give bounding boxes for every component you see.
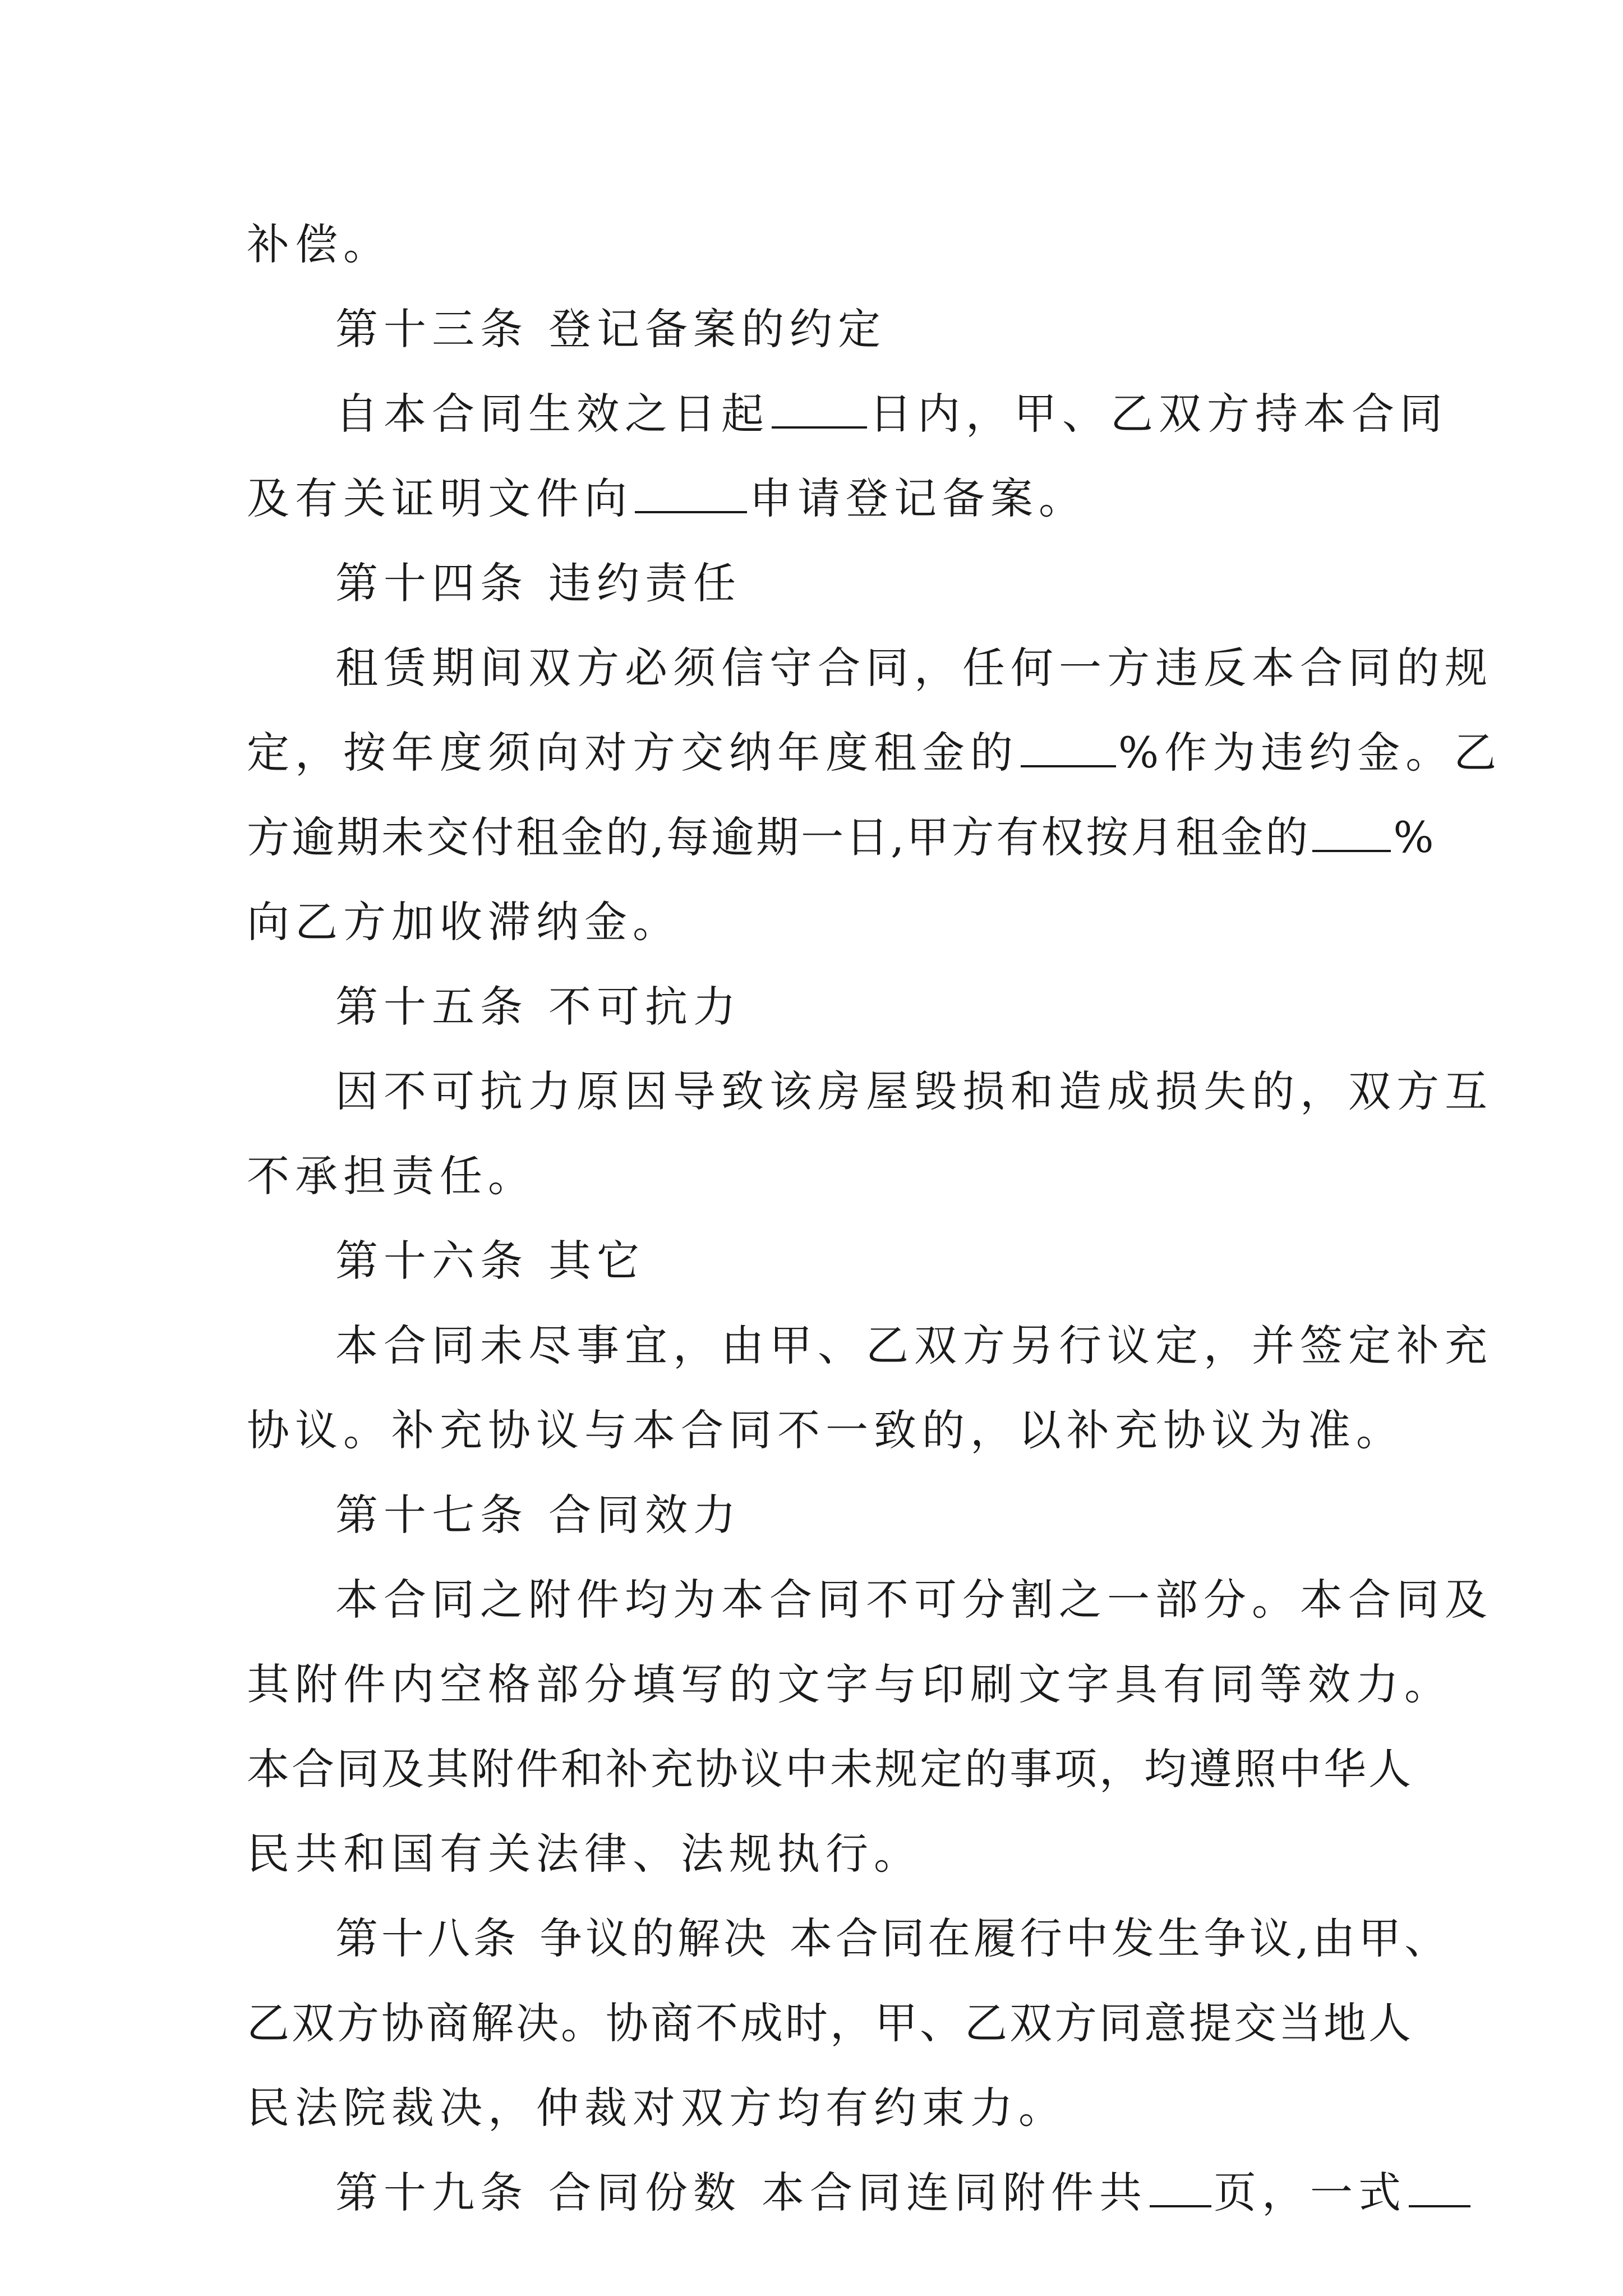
article-17-line: 其附件内空格部分填写的文字与印刷文字具有同等效力。 <box>247 1659 1453 1709</box>
article-title: 不可抗力 <box>548 982 741 1032</box>
article-12-tail: 补偿。 <box>247 219 391 269</box>
article-13-line <box>247 456 1391 541</box>
article-number: 第十四条 <box>335 558 528 608</box>
article-18-line: 民法院裁决，仲裁对双方均有约束力。 <box>247 2083 1067 2133</box>
text-segment: 日内，甲、乙双方持本合同 <box>869 389 1448 439</box>
article-19-heading <box>247 2150 1407 2235</box>
text-segment: 本合同连同附件共 <box>762 2168 1147 2217</box>
article-15-line: 不承担责任。 <box>247 1151 536 1201</box>
article-14-heading <box>247 541 1391 625</box>
article-18-line: 乙双方协商解决。协商不成时，甲、乙双方同意提交当地人 <box>247 1998 1413 2048</box>
text-segment: 本合同在履行中发生争议,由甲、 <box>790 1913 1451 1963</box>
article-16-heading <box>247 1218 1391 1303</box>
article-14-line <box>247 795 1436 880</box>
article-17-line: 民共和国有关法律、法规执行。 <box>247 1829 922 1879</box>
fill-in-blank[interactable] <box>635 474 747 513</box>
article-title: 争议的解决 <box>540 1913 769 1963</box>
article-14-line <box>247 710 1502 795</box>
article-17-line: 本合同之附件均为本合同不可分割之一部分。本合同及 <box>335 1575 1493 1625</box>
text-segment: % <box>1393 812 1436 862</box>
article-number: 第十五条 <box>335 982 528 1032</box>
article-14-line: 向乙方加收滞纳金。 <box>247 897 681 947</box>
text-segment: 页，一式 <box>1214 2168 1407 2217</box>
article-17-heading <box>247 1473 1391 1557</box>
article-13-heading <box>247 287 1391 371</box>
fill-in-blank[interactable] <box>772 389 867 429</box>
text-segment: 方逾期未交付租金的,每逾期一日,甲方有权按月租金的 <box>247 812 1311 862</box>
fill-in-blank[interactable] <box>1021 728 1116 767</box>
article-number: 第十三条 <box>335 304 528 354</box>
contract-text <box>247 202 1502 2235</box>
fill-in-blank[interactable] <box>1150 2168 1211 2207</box>
fill-in-blank[interactable] <box>1409 2168 1470 2207</box>
article-15-line: 因不可抗力原因导致该房屋毁损和造成损失的，双方互 <box>335 1066 1493 1116</box>
text-segment: %作为违约金。乙 <box>1118 728 1502 777</box>
article-16-line: 本合同未尽事宜，由甲、乙双方另行议定，并签定补充 <box>335 1320 1493 1370</box>
article-number: 第十六条 <box>335 1236 528 1286</box>
text-segment: 自本合同生效之日起 <box>335 389 769 439</box>
article-title: 合同份数 <box>548 2168 741 2217</box>
article-number: 第十八条 <box>335 1913 519 1963</box>
text-segment: 申请登记备案。 <box>749 473 1087 523</box>
article-title: 违约责任 <box>548 558 741 608</box>
text-segment: 定，按年度须向对方交纳年度租金的 <box>247 728 1018 777</box>
fill-in-blank[interactable] <box>1312 813 1391 852</box>
article-18-heading <box>247 1896 1451 1981</box>
article-title: 合同效力 <box>548 1490 741 1540</box>
article-15-heading <box>247 964 1391 1049</box>
article-17-line: 本合同及其附件和补充协议中未规定的事项，均遵照中华人 <box>247 1744 1413 1794</box>
article-14-line: 租赁期间双方必须信守合同，任何一方违反本合同的规 <box>335 643 1493 693</box>
article-number: 第十七条 <box>335 1490 528 1540</box>
article-13-line <box>247 371 1448 456</box>
article-title: 登记备案的约定 <box>548 304 886 354</box>
article-number: 第十九条 <box>335 2168 528 2217</box>
article-title: 其它 <box>548 1236 645 1286</box>
text-segment: 及有关证明文件向 <box>247 473 633 523</box>
article-16-line: 协议。补充协议与本合同不一致的，以补充协议为准。 <box>247 1405 1404 1455</box>
